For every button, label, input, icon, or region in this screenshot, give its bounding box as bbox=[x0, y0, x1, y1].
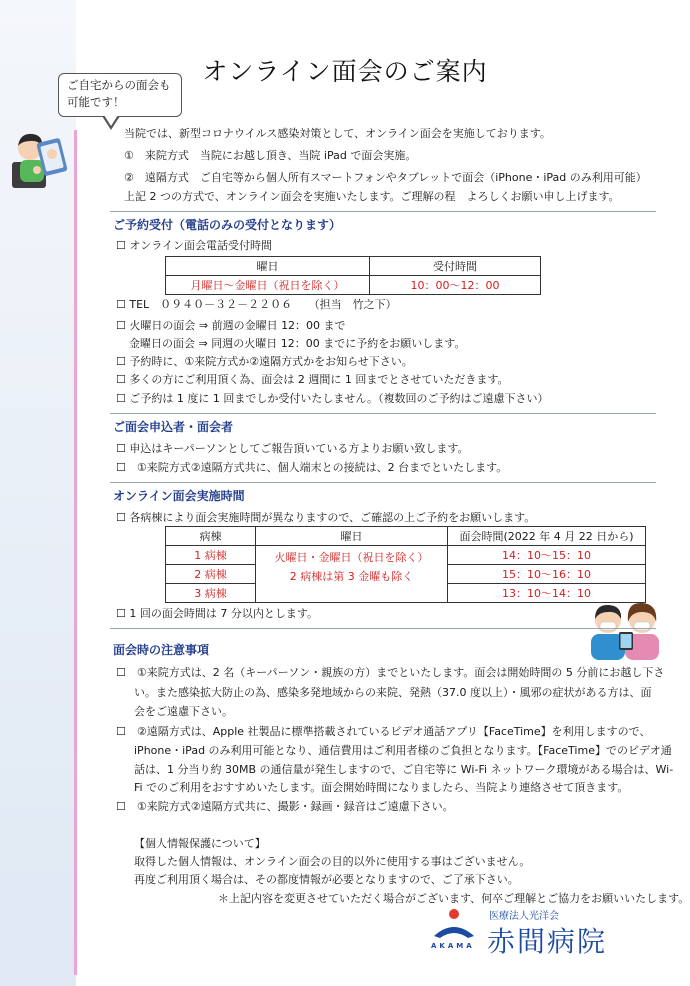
notes-line-1: ☐ ①来院方式は、2 名（キーパーソン・親族の方）までといたします。面会は開始時間の 5 分前にお越し下さ bbox=[116, 666, 665, 679]
privacy-heading: 【個人情報保護について】 bbox=[134, 837, 266, 850]
single-booking-notice: ☐ ご予約は 1 度に 1 回までしか受付いたしません。（複数回のご予約はご遠慮下さい） bbox=[116, 392, 549, 405]
friday-deadline: 金曜日の面会 ⇒ 同週の火曜日 12：00 までに予約をお願いします。 bbox=[129, 337, 466, 350]
family-video-call-illustration bbox=[585, 592, 663, 660]
header-time: 面会時間(2022 年 4 月 22 日から) bbox=[448, 527, 646, 546]
notes-line-6: 話は、1 分当り約 30MB の通信量が発生しますので、ご自宅等に Wi-Fi ネットワーク環境がある場合は、Wi- bbox=[134, 763, 674, 776]
visit-duration-note: ☐ 1 回の面会時間は 7 分以内とします。 bbox=[116, 607, 318, 620]
header-day: 曜日 bbox=[256, 527, 448, 546]
method-notice: ☐ 予約時に、①来院方式か②遠隔方式かをお知らせ下さい。 bbox=[116, 355, 413, 368]
footer-note: ＊上記内容を変更させていただく場合がございます、何卒ご理解とご協力をお願いいたします。 bbox=[218, 892, 690, 905]
logo-corp-name: 医療法人光洋会 bbox=[489, 911, 559, 922]
hospital-name: 赤間病院 bbox=[487, 925, 608, 958]
tel-line: ☐ TEL ０９４０－３２－２２０６ （担当 竹之下） bbox=[116, 298, 397, 311]
section-rule bbox=[110, 482, 656, 483]
intro-line-3: ② 遠隔方式 ご自宅等から個人所有スマートフォンやタブレットで面会（iPhone・iPad のみ利用可能） bbox=[124, 171, 647, 184]
section-rule bbox=[110, 413, 656, 414]
table-header-time: 受付時間 bbox=[370, 257, 541, 276]
ward-cell: 2 病棟 bbox=[166, 565, 256, 584]
bubble-tail-inner bbox=[104, 115, 118, 126]
ward-cell: 3 病棟 bbox=[166, 584, 256, 603]
ward-schedule-table bbox=[165, 526, 646, 603]
time-cell: 15：10～16：10 bbox=[448, 565, 646, 584]
notes-line-7: Fi でのご利用をおすすめいたします。面会開始時間になりましたら、当院より連絡させて頂きます。 bbox=[134, 781, 629, 794]
table-header-day: 曜日 bbox=[166, 257, 370, 276]
notes-heading: 面会時の注意事項 bbox=[113, 643, 210, 657]
time-cell: 13：10～14：10 bbox=[448, 584, 646, 603]
intro-line-2: ① 来院方式 当院にお越し頂き、当院 iPad で面会実施。 bbox=[124, 149, 417, 162]
page-title: オンライン面会のご案内 bbox=[202, 57, 488, 86]
section-rule bbox=[110, 628, 656, 629]
reservation-time-cell: 10：00～12：00 bbox=[370, 276, 541, 295]
section-rule bbox=[110, 211, 656, 212]
speech-bubble: ご自宅からの面会も可能です！ bbox=[58, 73, 182, 117]
pink-divider-line bbox=[74, 130, 77, 975]
ward-cell: 1 病棟 bbox=[166, 546, 256, 565]
time-cell: 14：10～15：10 bbox=[448, 546, 646, 565]
schedule-days-line-2: 2 病棟は第 3 金曜も除く bbox=[289, 570, 414, 583]
tuesday-deadline: ☐ 火曜日の面会 ⇒ 前週の金曜日 12：00 まで bbox=[116, 319, 346, 332]
person-with-tablet-illustration bbox=[10, 128, 80, 190]
intro-line-4: 上記 2 つの方式で、オンライン面会を実施いたします。ご理解の程 よろしくお願い申し上げます。 bbox=[124, 190, 620, 203]
schedule-note: ☐ 各病棟により面会実施時間が異なりますので、ご確認の上ご予約をお願いします。 bbox=[116, 511, 536, 524]
reservation-days-cell: 月曜日～金曜日（祝日を除く） bbox=[166, 276, 370, 295]
notes-line-8: ☐ ①来院方式②遠隔方式共に、撮影・録画・録音はご遠慮下さい。 bbox=[116, 800, 454, 813]
intro-line-1: 当院では、新型コロナウイルス感染対策として、オンライン面会を実施しております。 bbox=[124, 127, 551, 140]
reservation-hours-table bbox=[165, 256, 541, 295]
notes-line-3: 会をご遠慮下さい。 bbox=[134, 705, 233, 718]
notes-line-2: い。また感染拡大防止の為、感染多発地域からの来院、発熱（37.0 度以上）・風邪の症状がある方は、面 bbox=[134, 686, 652, 699]
notes-line-4: ☐ ②遠隔方式は、Apple 社製品に標準搭載されているビデオ通話アプリ【FaceTime】を利用しますので、 bbox=[116, 725, 651, 738]
notes-line-5: iPhone・iPad のみ利用可能となり、通信費用はご利用者様のご負担となります。【FaceTime】でのビデオ通 bbox=[134, 744, 672, 757]
schedule-days-cell bbox=[256, 546, 448, 603]
reservation-heading: ご予約受付（電話のみの受付となります） bbox=[113, 218, 342, 232]
privacy-line-2: 再度ご利用頂く場合は、その都度情報が必要となりますので、ご了承下さい。 bbox=[134, 873, 519, 886]
schedule-heading: オンライン面会実施時間 bbox=[113, 489, 245, 503]
applicant-heading: ご面会申込者・面会者 bbox=[113, 420, 234, 434]
privacy-line-1: 取得した個人情報は、オンライン面会の目的以外に使用する事はございません。 bbox=[134, 855, 531, 868]
applicant-line-1: ☐ 申込はキーパーソンとしてご報告頂いている方よりお願い致します。 bbox=[116, 442, 469, 455]
frequency-notice: ☐ 多くの方にご利用頂く為、面会は 2 週間に 1 回までとさせていただきます。 bbox=[116, 373, 509, 386]
applicant-line-2: ☐ ①来院方式②遠隔方式共に、個人端末との接続は、2 台までといたします。 bbox=[116, 461, 508, 474]
logo-sub-text: AKAMA bbox=[431, 942, 475, 950]
header-ward: 病棟 bbox=[166, 527, 256, 546]
schedule-days-line-1: 火曜日・金曜日（祝日を除く） bbox=[274, 551, 429, 564]
phone-hours-label: ☐ オンライン面会電話受付時間 bbox=[116, 239, 273, 252]
